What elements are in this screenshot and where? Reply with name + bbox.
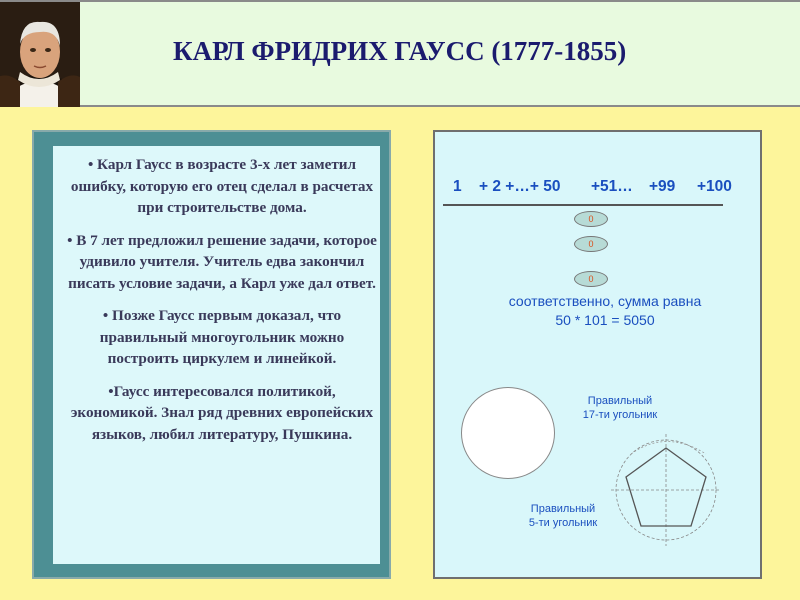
pair-arc: 0 — [574, 211, 608, 227]
biography-panel — [32, 130, 391, 579]
header-bar — [0, 0, 800, 107]
label-line: Правильный — [530, 503, 596, 515]
biography-text-box — [53, 146, 380, 564]
sum-term: +51… — [591, 178, 633, 195]
divider-line — [443, 204, 723, 206]
label-line: Правильный — [587, 395, 653, 407]
pentagon-construction — [611, 434, 721, 546]
conclusion-formula: 50 * 101 = 5050 — [555, 312, 655, 328]
bullet-item: • В 7 лет предложил решение задачи, которое удивило учителя. Учитель едва закончил писать условие задачи, а Карл уже дал ответ. — [67, 231, 377, 292]
pair-arc: 0 — [574, 236, 608, 252]
bullet-item: • Позже Гаусс первым доказал, что правильный многоугольник можно построить циркулем и линейкой. — [99, 307, 345, 367]
heptadecagon-label — [565, 394, 675, 422]
math-panel — [433, 130, 762, 579]
pentagon-label — [513, 502, 613, 530]
pair-arc: 0 — [574, 271, 608, 287]
label-line: 17-ти угольник — [582, 409, 658, 421]
heptadecagon-figure — [461, 387, 555, 479]
bullet-list — [67, 154, 377, 456]
sum-term: +100 — [697, 178, 732, 195]
page-title: КАРЛ ФРИДРИХ ГАУСС (1777-1855) — [173, 36, 627, 66]
conclusion-line: соответственно, сумма равна — [508, 293, 702, 309]
bullet-item: • Карл Гаусс в возрасте 3-х лет заметил ошибку, которую его отец сделал в расчетах при строительстве дома. — [70, 156, 374, 216]
label-line: 5-ти угольник — [528, 517, 598, 529]
sum-term: 1 — [453, 178, 462, 195]
sum-conclusion — [475, 292, 735, 330]
sum-term: + 2 +…+ 50 — [479, 178, 561, 195]
bullet-item: •Гаусс интересовался политикой, экономикой. Знал ряд древних европейских языков, любил литературу, Пушкина. — [70, 382, 374, 443]
sum-term: +99 — [649, 178, 676, 195]
portrait-image — [0, 2, 80, 107]
